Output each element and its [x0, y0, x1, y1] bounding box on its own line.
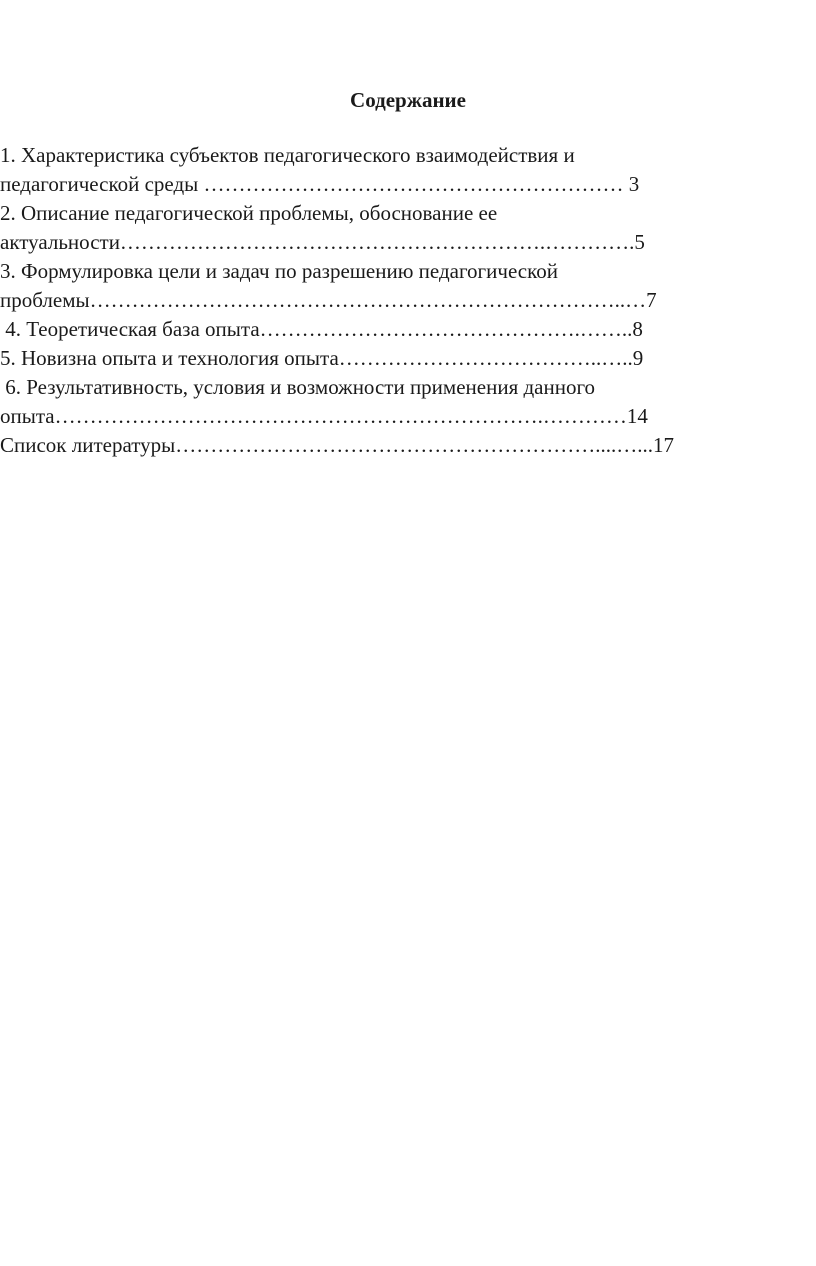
toc-line: 5. Новизна опыта и технология опыта………………………………..…..9: [0, 346, 644, 370]
toc-line: 6. Результативность, условия и возможности применения данного: [0, 375, 596, 399]
toc-line: 2. Описание педагогической проблемы, обоснование ее: [0, 201, 498, 225]
toc-entry-6: [0, 373, 780, 431]
table-of-contents: [0, 141, 780, 460]
toc-entry-4: [0, 315, 780, 344]
toc-entry-1: [0, 141, 780, 199]
toc-line: Список литературы……………………………………………………....…...17: [0, 433, 675, 457]
toc-line: 3. Формулировка цели и задач по разрешению педагогической: [0, 259, 558, 283]
toc-line: актуальности…………………………………………………….………….5: [0, 230, 645, 254]
toc-line: 4. Теоретическая база опыта……………………………………….……..8: [0, 317, 643, 341]
page-title: Содержание: [350, 88, 466, 112]
toc-entry-2: [0, 199, 780, 257]
toc-line: опыта…………………………………………………………….…………14: [0, 404, 648, 428]
toc-entry-bibliography: [0, 431, 780, 460]
toc-line: 1. Характеристика субъектов педагогического взаимодействия и: [0, 143, 575, 167]
toc-entry-5: [0, 344, 780, 373]
toc-line: проблемы…………………………………………………………………..…7: [0, 288, 657, 312]
toc-line: педагогической среды …………………………………………………… 3: [0, 172, 640, 196]
toc-entry-3: [0, 257, 780, 315]
